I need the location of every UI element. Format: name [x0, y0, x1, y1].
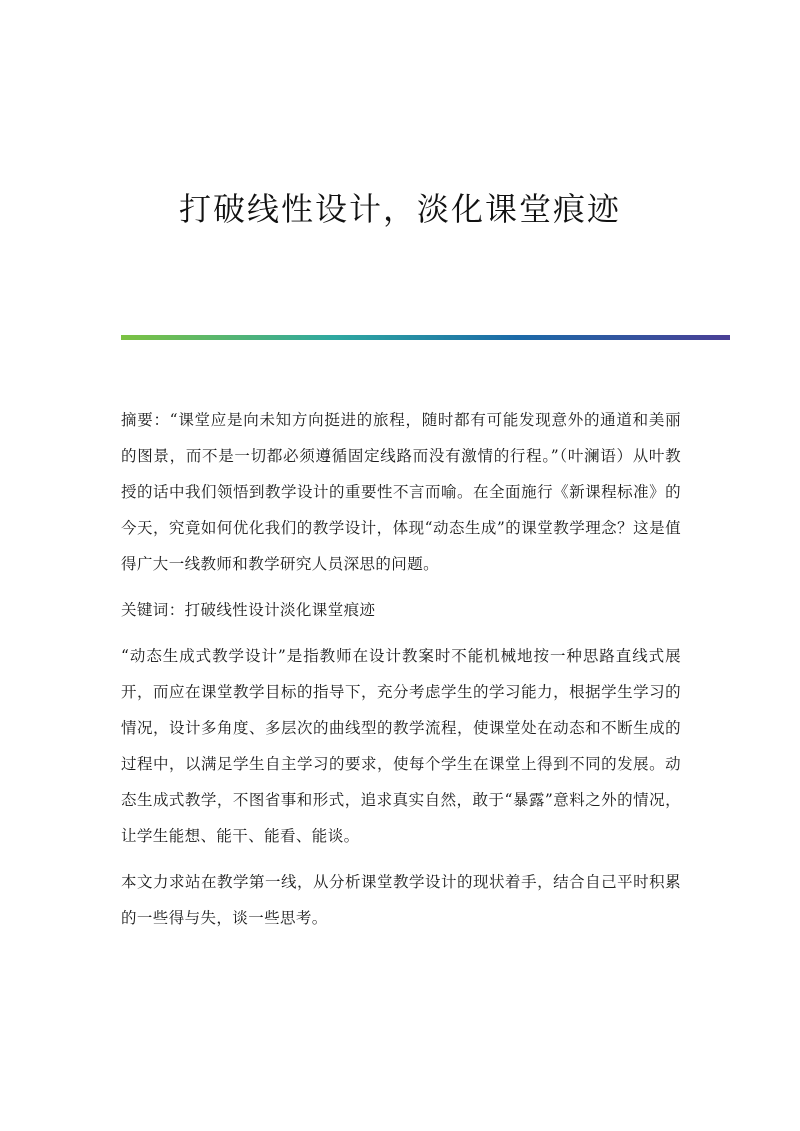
title-divider [121, 335, 730, 340]
body-paragraph-1: “动态生成式教学设计”是指教师在设计教案时不能机械地按一种思路直线式展开，而应在课堂教学目标的指导下，充分考虑学生的学习能力，根据学生学习的情况，设计多角度、多层次的曲线型的教学流程，使课堂处在动态和不断生成的过程中，以满足学生自主学习的要求，使每个学生在课堂上得到不同的发展。动态生成式教学，不图省事和形式，追求真实自然，敢于“暴露”意料之外的情况，让学生能想、能干、能看、能谈。 [121, 647, 681, 845]
body-paragraph-2: 本文力求站在教学第一线，从分析课堂教学设计的现状着手，结合自己平时积累的一些得与失，谈一些思考。 [121, 873, 681, 927]
page-title: 打破线性设计，淡化课堂痕迹 [178, 190, 621, 228]
abstract-paragraph: 摘要：“课堂应是向未知方向挺进的旅程，随时都有可能发现意外的通道和美丽的图景，而不是一切都必须遵循固定线路而没有激情的行程。”（叶澜语）从叶教授的话中我们领悟到教学设计的重要性不言而喻。在全面施行《新课程标准》的今天，究竟如何优化我们的教学设计，体现“动态生成”的课堂教学理念？这是值得广大一线教师和教学研究人员深思的问题。 [121, 411, 681, 573]
document-body [121, 402, 681, 946]
keywords-paragraph: 关键词：打破线性设计淡化课堂痕迹 [121, 601, 376, 619]
